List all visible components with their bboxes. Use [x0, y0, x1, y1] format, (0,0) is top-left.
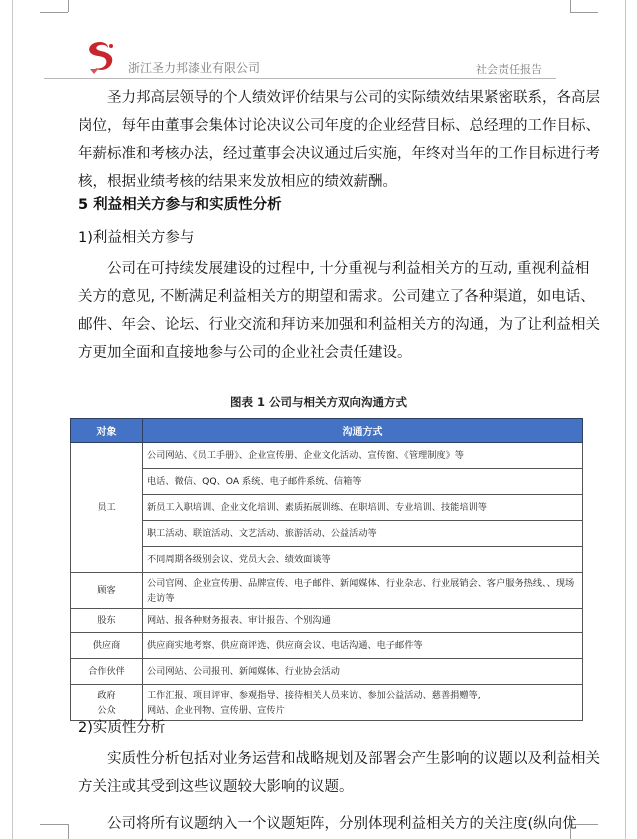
table-row	[71, 521, 583, 547]
row-label-line: 公众	[97, 704, 116, 716]
page-header	[80, 36, 560, 80]
page-border-right	[625, 0, 626, 839]
company-name: 浙江圣力邦漆业有限公司	[128, 61, 261, 75]
crop-mark	[570, 12, 598, 13]
row-label: 股东	[71, 609, 143, 633]
cell-line: 网站、企业刊物、宣传册、宣传片	[147, 704, 285, 716]
subsection-heading: 1)利益相关方参与	[78, 230, 195, 246]
header-divider	[44, 78, 556, 79]
table-row	[71, 633, 583, 659]
table-row	[71, 573, 583, 609]
column-header: 沟通方式	[143, 419, 583, 443]
row-label-line: 政府	[97, 689, 116, 701]
table-cell: 公司网站、《员工手册》、企业宣传册、企业文化活动、宣传窗、《管理制度》等	[143, 443, 583, 469]
subsection-heading: 2)实质性分析	[78, 720, 166, 736]
table-cell: 供应商实地考察、供应商评选、供应商会议、电话沟通、电子邮件等	[143, 633, 583, 659]
table-cell: 新员工入职培训、企业文化培训、素质拓展训练、在职培训、专业培训、技能培训等	[143, 495, 583, 521]
table-cell: 职工活动、联谊活动、文艺活动、旅游活动、公益活动等	[143, 521, 583, 547]
table-row	[71, 609, 583, 633]
body-paragraph: 实质性分析包括对业务运营和战略规划及部署会产生影响的议题以及利益相关方关注或其受到这些议题较大影响的议题。	[78, 751, 600, 795]
page-border-left	[12, 0, 13, 839]
table-cell: 公司网站、公司报刊、新闻媒体、行业协会活动	[143, 659, 583, 685]
table-row	[71, 469, 583, 495]
row-label: 顾客	[71, 573, 143, 609]
body-paragraph: 公司将所有议题纳入一个议题矩阵，分别体现利益相关方的关注度(纵向优	[107, 816, 577, 832]
table-row	[71, 659, 583, 685]
cell-line: 工作汇报、项目评审、参观指导、接待相关人员来访、参加公益活动、慈善捐赠等,	[147, 689, 481, 701]
communication-table	[70, 418, 582, 721]
crop-mark	[570, 0, 571, 12]
table-row	[71, 495, 583, 521]
table-cell	[143, 685, 583, 721]
crop-mark	[40, 12, 68, 13]
crop-mark	[68, 0, 69, 12]
company-logo-icon	[80, 38, 120, 76]
table-cell: 公司官网、企业宣传册、品牌宣传、电子邮件、新闻媒体、行业杂志、行业展销会、客户服务热线、、现场走访等	[143, 573, 583, 609]
column-header: 对象	[71, 419, 143, 443]
table-row	[71, 443, 583, 469]
crop-mark	[40, 824, 68, 825]
body-paragraph: 公司在可持续发展建设的过程中, 十分重视与利益相关方的互动, 重视利益相关方的意见, 不断满足利益相关方的期望和需求。公司建立了各种渠道，如电话、邮件、年会、论坛、行业交流和拜访来加强和利益相关方的沟通，为了让利益相关方更加全面和直接地参与公司的企业社会责任建设。	[78, 261, 600, 361]
row-label: 员工	[71, 443, 143, 573]
table-caption: 图表 1 公司与相关方双向沟通方式	[229, 395, 407, 409]
crop-mark	[68, 824, 69, 839]
table-header-row	[71, 419, 583, 443]
intro-paragraph: 圣力邦高层领导的个人绩效评价结果与公司的实际绩效结果紧密联系，各高层岗位，每年由董事会集体讨论决议公司年度的企业经营目标、总经理的工作目标、年薪标准和考核办法，经过董事会决议通过后实施，年终对当年的工作目标进行考核，根据业绩考核的结果来发放相应的绩效薪酬。	[78, 90, 600, 190]
row-label: 合作伙伴	[71, 659, 143, 685]
row-label: 供应商	[71, 633, 143, 659]
table-cell: 电话、微信、QQ、OA 系统、电子邮件系统、信箱等	[143, 469, 583, 495]
table-row	[71, 547, 583, 573]
section-heading: 5 利益相关方参与和实质性分析	[78, 197, 282, 213]
table-cell: 不同周期各级别会议、党员大会、绩效面谈等	[143, 547, 583, 573]
report-title: 社会责任报告	[476, 63, 542, 76]
table-cell: 网站、报各种财务报表、审计报告、个别沟通	[143, 609, 583, 633]
